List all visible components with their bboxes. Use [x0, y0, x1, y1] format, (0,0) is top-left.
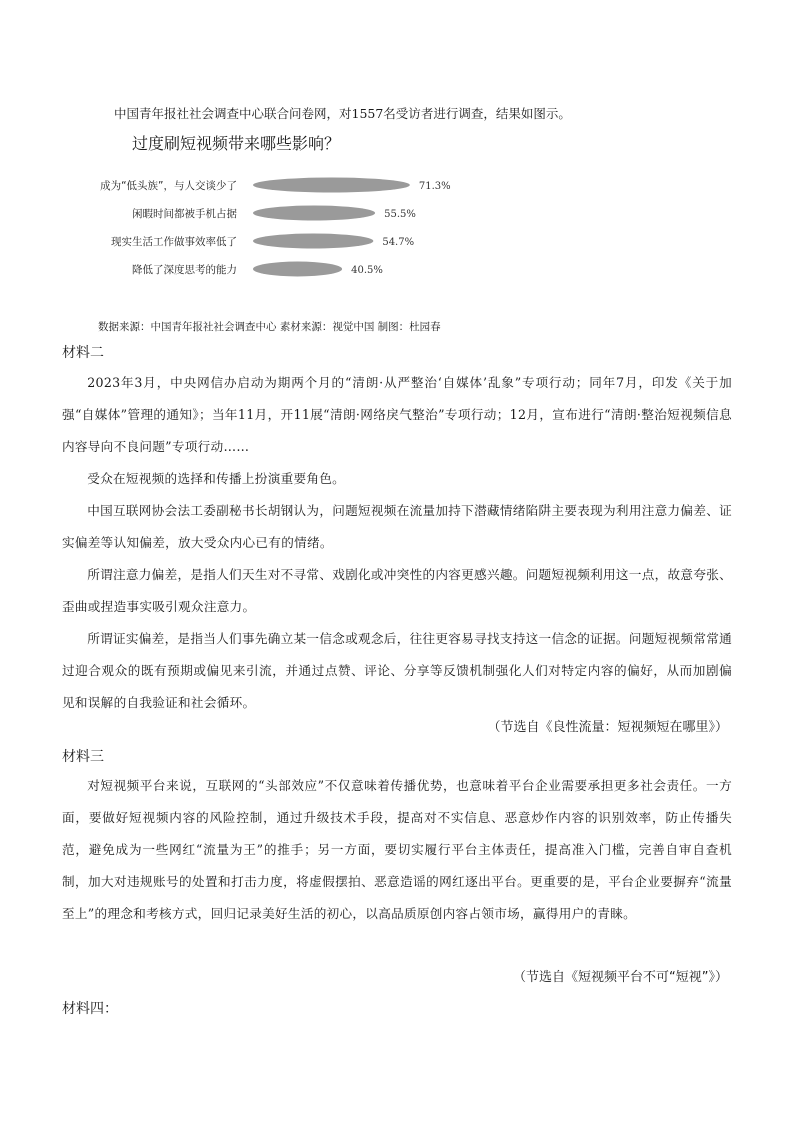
material2-heading: 材料二: [62, 345, 104, 361]
material3-para-1: 对短视频平台来说，互联网的“头部效应”不仅意味着传播优势，也意味着平台企业需要承担更多社会责任。一方面，要做好短视频内容的风险控制，通过升级技术手段，提高对不实信息、恶意炒作内容的识别效率，防止传播失范，避免成为一些网红“流量为王”的推手；另一方面，要切实履行平台主体责任，提高准入门槛，完善自审自查机制，加大对违规账号的处置和打击力度，将虚假摆拍、恶意造谣的网红逐出平台。更重要的是，平台企业要摒弃“流量至上”的理念和考核方式，回归记录美好生活的初心，以高品质原创内容占领市场，赢得用户的青睐。: [62, 778, 732, 921]
value-label: 40.5%: [351, 265, 383, 276]
impact-bar-chart: [60, 168, 480, 288]
category-label: 现实生活工作做事效率低了: [111, 236, 237, 248]
material2-para-1: 2023年3月，中央网信办启动为期两个月的“清朗·从严整治‘自媒体’乱象”专项行动；同年7月，印发《关于加强“自媒体”管理的通知》；当年11月，开11展“清朗·网络戾气整治”专项行动；12月，宣布进行“清朗·整治短视频信息内容导向不良问题”专项行动……: [62, 375, 732, 454]
material2-para-2: 受众在短视频的选择和传播上扮演重要角色。: [87, 471, 346, 486]
category-label: 成为“低头族”，与人交谈少了: [100, 180, 237, 192]
material3-heading: 材料三: [62, 749, 104, 765]
material3-attribution: （节选自《短视频平台不可“短视”》）: [513, 970, 728, 985]
material2-attribution: （节选自《良性流量：短视频短在哪里》）: [487, 720, 728, 735]
data-source: 数据来源：中国青年报社社会调查中心 素材来源：视觉中国 制图：杜园春: [98, 321, 441, 333]
bar: [253, 206, 375, 221]
bar: [253, 178, 410, 193]
category-label: 闲暇时间都被手机占据: [132, 208, 237, 220]
material2-para-3: 中国互联网协会法工委副秘书长胡钢认为，问题短视频在流量加持下潜藏情绪陷阱主要表现为利用注意力偏差、证实偏差等认知偏差，放大受众内心已有的情绪。: [62, 503, 732, 550]
value-label: 55.5%: [384, 209, 416, 220]
bar: [253, 234, 373, 249]
value-label: 71.3%: [418, 181, 451, 192]
bar: [253, 262, 342, 277]
value-label: 54.7%: [382, 237, 415, 248]
chart-title: 过度刷短视频带来哪些影响？: [132, 134, 341, 153]
material2-para-4: 所谓注意力偏差，是指人们天生对不寻常、戏剧化或冲突性的内容更感兴趣。问题短视频利用这一点，故意夸张、歪曲或捏造事实吸引观众注意力。: [62, 567, 732, 614]
material4-heading: 材料四：: [62, 1001, 118, 1017]
category-label: 降低了深度思考的能力: [132, 264, 237, 276]
survey-intro: 中国青年报社社会调查中心联合问卷网，对1557名受访者进行调查，结果如图示。: [114, 106, 571, 121]
material2-para-5: 所谓证实偏差，是指当人们事先确立某一信念或观念后，往往更容易寻找支持这一信念的证据。问题短视频常常通过迎合观众的既有预期或偏见来引流，并通过点赞、评论、分享等反馈机制强化人们对特定内容的偏好，从而加剧偏见和误解的自我验证和社会循环。: [62, 631, 732, 710]
